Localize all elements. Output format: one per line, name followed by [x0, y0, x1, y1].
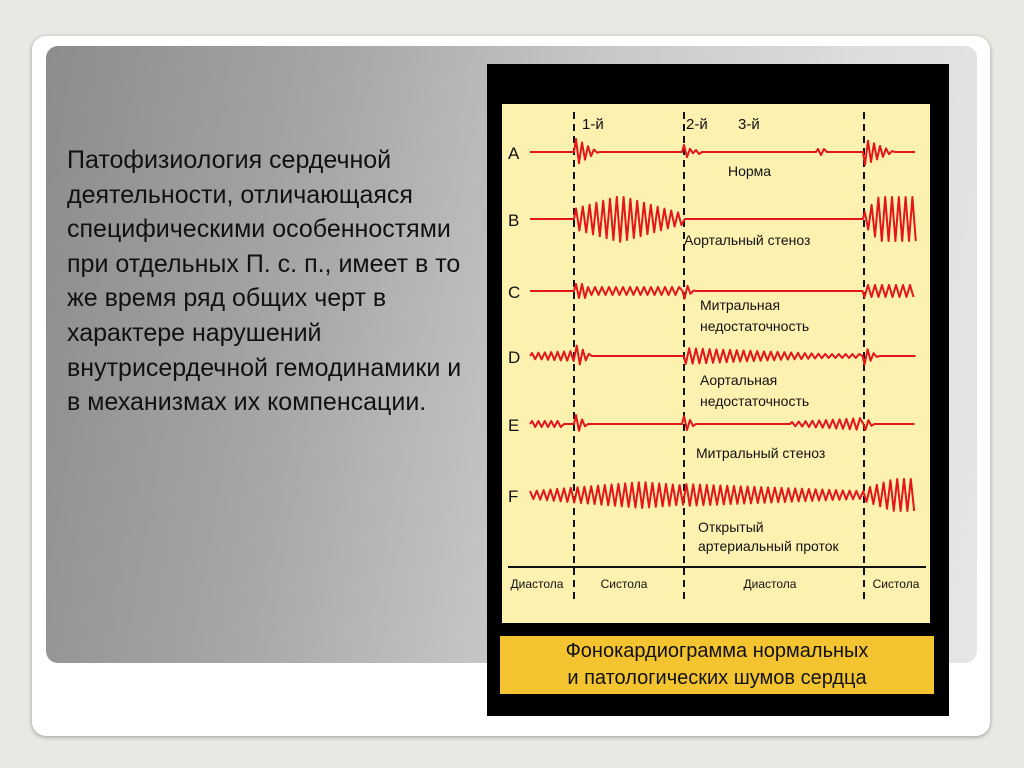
- sound-label-3: 3-й: [738, 116, 760, 133]
- row-label-E: Митральный стеноз: [696, 445, 826, 461]
- sound-label-1: 1-й: [582, 116, 604, 133]
- waveform-E: [530, 415, 914, 431]
- waveform-F: [530, 479, 914, 511]
- row-letter-B: B: [508, 211, 520, 230]
- row-label-C-2: недостаточность: [700, 318, 810, 334]
- row-label-C-1: Митральная: [700, 297, 781, 313]
- row-letter-A: A: [508, 144, 520, 163]
- waveform-A: [530, 139, 915, 165]
- row-letter-F: F: [508, 487, 519, 506]
- sound-label-2: 2-й: [686, 116, 708, 133]
- row-label-D-1: Аортальная: [700, 372, 778, 388]
- caption-line-2: и патологических шумов сердца: [567, 667, 867, 689]
- row-letter-C: C: [508, 283, 521, 302]
- waveform-D: [530, 346, 916, 365]
- row-label-D-2: недостаточность: [700, 393, 810, 409]
- row-letter-E: E: [508, 416, 520, 435]
- phase-label-4: Систола: [872, 577, 920, 591]
- caption-line-1: Фонокардиограмма нормальных: [565, 640, 869, 662]
- row-label-F-2: артериальный проток: [698, 538, 839, 554]
- phase-label-2: Систола: [600, 577, 648, 591]
- phase-label-1: Диастола: [510, 577, 564, 591]
- row-letter-D: D: [508, 348, 521, 367]
- slide-body-text: Патофизиология сердечной деятельности, отличающаяся специфическими особенностями при отдельных П. с. п., имеет в то же время ряд общих черт в характере нарушений внутрисердечной гемодинамики и в механизмах их компенсации.: [67, 146, 462, 417]
- row-label-B: Аортальный стеноз: [684, 232, 811, 248]
- phase-label-3: Диастола: [743, 577, 797, 591]
- phonocardiogram-chart: [502, 104, 930, 623]
- row-label-F-1: Открытый: [698, 519, 764, 535]
- figure-caption: [500, 636, 934, 694]
- row-label-A: Норма: [728, 163, 772, 179]
- phonocardiogram-svg: [502, 104, 930, 623]
